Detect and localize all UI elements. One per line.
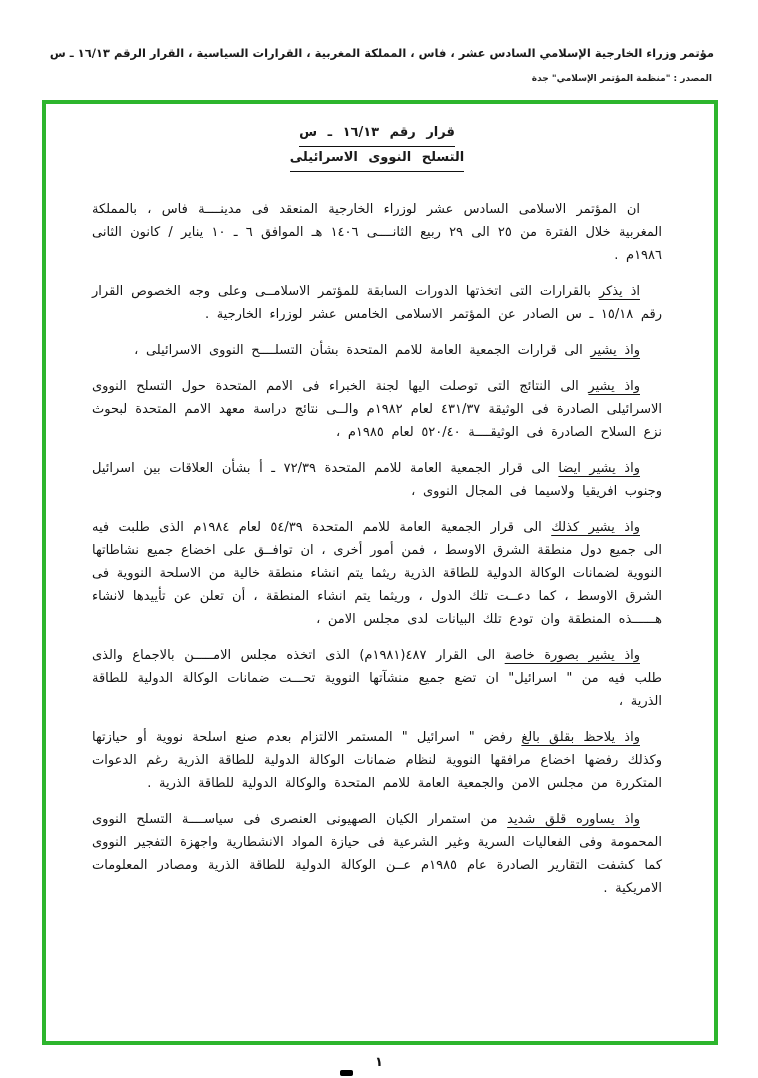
paragraph-lead: واذ يلاحظ بقلق بالغ xyxy=(521,730,640,745)
resolution-number-line xyxy=(92,122,662,147)
paragraph-text: بالقرارات التى اتخذتها الدورات السابقة للمؤتمر الاسلامــى وعلى وجه الخصوص القرار رقم ١٥/١٨ ـ س الصادر عن المؤتمر الاسلامى الخامس عشر لوزراء الخارجية . xyxy=(92,284,662,322)
paragraph xyxy=(92,726,662,795)
paragraph-lead: واذ يشير xyxy=(590,343,640,358)
title-block xyxy=(92,122,662,172)
paragraph xyxy=(92,457,662,503)
paragraph-text: الى قرار الجمعية العامة للامم المتحدة ٧٢/٣٩ ـ أ بشأن العلاقات بين اسرائيل وجنوب افريقيا ولاسيما فى المجال النووى ، xyxy=(92,461,662,499)
paragraph-lead: واذ يساوره قلق شديد xyxy=(507,812,640,827)
paragraph-lead: واذ يشير بصورة خاصة xyxy=(504,648,640,663)
document-frame xyxy=(42,100,718,1045)
paragraph-text: رفض " اسرائيل " المستمر الالتزام بعدم صنع اسلحة نووية أو حيازتها وكذلك رفضها اخضاع مرافقها النووية لنظام ضمانات الوكالة الدولية للطاقة الذرية رغم الدعوات المتكررة من مجلس الامن والجمعية العامة للامم المتحدة والوكالة الدولية للطاقة الذرية . xyxy=(92,730,662,791)
page-number: ١ xyxy=(375,1055,383,1070)
paragraph-text: الى القرار ٤٨٧(١٩٨١م) الذى اتخذه مجلس الامـــــن بالاجماع والذى طلب فيه من " اسرائيل" ان تضع جميع منشآتها النووية تحـــت ضمانات الوكالة الدولية للطاقة الذرية ، xyxy=(92,648,662,709)
paragraph xyxy=(92,198,662,267)
paragraph-text: ان المؤتمر الاسلامى السادس عشر لوزراء الخارجية المنعقد فى مدينــــة فاس ، بالمملكة المغربية خلال الفترة من ٢٥ الى ٢٩ ربيع الثانــــى ١٤٠٦ هـ الموافق ٦ ـ ١٠ يناير / كانون الثانى ١٩٨٦م . xyxy=(92,202,662,263)
paragraph-text: الى النتائج التى توصلت اليها لجنة الخبراء فى الامم المتحدة حول التسلح النووى الاسرائيلى الصادرة فى الوثيقة ٤٣١/٣٧ لعام ١٩٨٢م والــى نتائج دراسة معهد الامم المتحدة لبحوث نزع السلاح الصادرة فى الوثيقــــة ٥٢٠/٤٠ لعام ١٩٨٥م ، xyxy=(92,379,662,440)
paragraph xyxy=(92,516,662,631)
resolution-subject: التسلح النووى الاسرائيلى xyxy=(290,147,465,172)
paragraph xyxy=(92,808,662,900)
paragraph-text: من استمرار الكيان الصهيونى العنصرى فى سياســــة التسلح النووى المحمومة وفى الفعاليات السرية وغير الشرعية فى حيازة المواد الانشطارية واجهزة التفجير النووى كما كشفت التقارير الصادرة عام ١٩٨٥م عــن الوكالة الدولية للطاقة الذرية ومصادر المعلومات الامريكية . xyxy=(92,812,663,896)
paragraph-text: الى قرارات الجمعية العامة للامم المتحدة بشأن التسلــــح النووى الاسرائيلى ، xyxy=(134,343,591,358)
resolution-subject-line xyxy=(92,147,662,172)
document-header-line: مؤتمر وزراء الخارجية الإسلامي السادس عشر ، فاس ، المملكة المغربية ، القرارات السياسية ، القرار الرقم ١٦/١٣ ـ س xyxy=(49,46,714,60)
paragraph xyxy=(92,644,662,713)
scan-artifact-mark xyxy=(340,1070,353,1076)
resolution-number: قرار رقم ١٦/١٣ ـ س xyxy=(299,122,455,147)
paragraph-lead: واذ يشير كذلك xyxy=(551,520,640,535)
paragraph xyxy=(92,375,662,444)
paragraph-lead: واذ يشير ايضا xyxy=(558,461,640,476)
paragraph-text: الى قرار الجمعية العامة للامم المتحدة ٥٤/٣٩ لعام ١٩٨٤م الذى طلبت فيه الى جميع دول منطقة الشرق الاوسط ، فمن أمور أخرى ، ان توافــق على اخضاع جميع نشاطاتها النووية لضمانات الوكالة الدولية للطاقة الذرية ريثما يتم انشاء منطقة خالية من الاسلحة النووية فى الشرق الاوسط ، كما دعــت تلك الدول ، وريثما يتم انشاء المنطقة ، أن تعلن عن تأييدها لانشاء هــــــذه المنطقة وان تودع تلك البيانات لدى مجلس الامن ، xyxy=(92,520,662,627)
paragraph xyxy=(92,280,662,326)
paragraph-lead: اذ يذكر xyxy=(598,284,640,299)
paragraph xyxy=(92,339,662,362)
paragraph-lead: واذ يشير xyxy=(588,379,640,394)
source-line: المصدر : "منظمة المؤتمر الإسلامي" جدة xyxy=(531,74,712,84)
